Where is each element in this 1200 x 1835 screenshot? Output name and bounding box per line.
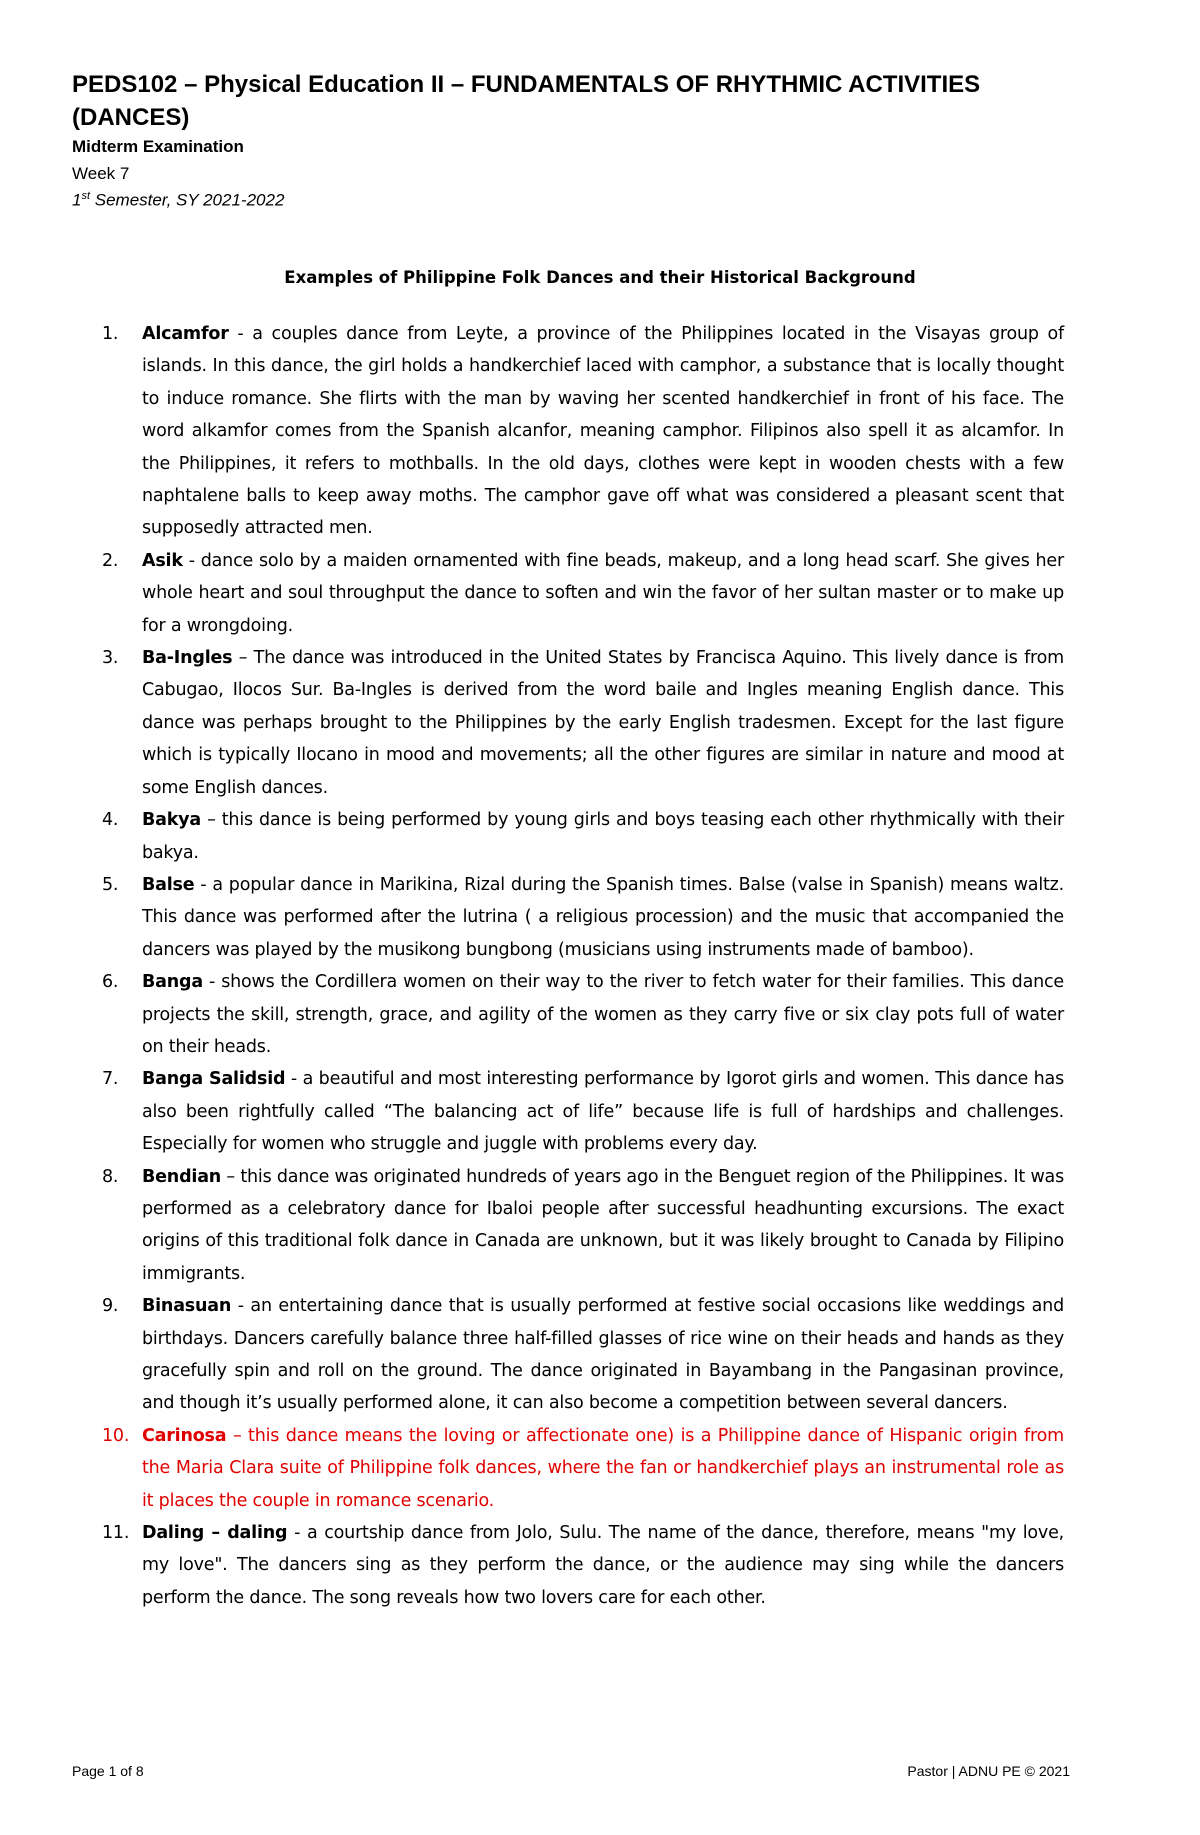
dance-item-bakya [98, 804, 1064, 869]
item-number: 6. [102, 972, 119, 993]
semester-text: Semester, SY 2021-2022 [90, 190, 285, 210]
dance-description: – this dance is being performed by young girls and boys teasing each other rhythmically with their bakya. [142, 810, 1064, 863]
dance-description: – this dance was originated hundreds of years ago in the Benguet region of the Philippines. It was performed as a celebratory dance for Ibaloi people after successful headhunting excursions. The exact origins of this traditional folk dance in Canada are unknown, but it was likely brought to Canada by Filipino immigrants. [142, 1166, 1064, 1284]
dance-name: Bakya [142, 810, 202, 831]
dance-name: Balse [142, 874, 195, 895]
dance-name: Binasuan [142, 1296, 232, 1317]
item-number: 7. [102, 1069, 119, 1090]
section-title: Examples of Philippine Folk Dances and their Historical Background [284, 268, 916, 287]
item-number: 3. [102, 648, 119, 669]
item-number: 9. [102, 1296, 119, 1317]
dance-description: – The dance was introduced in the United States by Francisca Aquino. This lively dance is from Cabugao, Ilocos Sur. Ba-Ingles is derived from the word baile and Ingles meaning English dance. This dance was perhaps brought to the Philippines by the early English tradesmen. Except for the last figure which is typically Ilocano in mood and movements; all the other figures are similar in nature and mood at some English dances. [142, 648, 1064, 798]
dance-item-balse [98, 869, 1064, 966]
dance-description: - a popular dance in Marikina, Rizal during the Spanish times. Balse (valse in Spanish) means waltz. This dance was performed after the lutrina ( a religious procession) and the music that accompanied the dancers was played by the musikong bungbong (musicians using instruments made of bamboo). [142, 874, 1064, 960]
dance-description: - dance solo by a maiden ornamented with fine beads, makeup, and a long head scarf. She gives her whole heart and soul throughput the dance to soften and win the favor of her sultan master or to make up for a wrongdoing. [142, 550, 1064, 636]
dance-item-alcamfor [98, 318, 1064, 545]
semester-number: 1 [72, 190, 82, 210]
dance-description: - a couples dance from Leyte, a province of the Philippines located in the Visayas group of islands. In this dance, the girl holds a handkerchief laced with camphor, a substance that is locally thought to induce romance. She flirts with the man by waving her scented handkerchief in front of his face. The word alkamfor comes from the Spanish alcanfor, meaning camphor. Filipinos also spell it as alcamfor. In the Philippines, it refers to mothballs. In the old days, clothes were kept in wooden chests with a few naphtalene balls to keep away moths. The camphor gave off what was considered a pleasant scent that supposedly attracted men. [142, 324, 1064, 539]
dance-item-banga [98, 966, 1064, 1063]
page-number: Page 1 of 8 [72, 1763, 144, 1779]
dance-item-bendian [98, 1161, 1064, 1291]
dance-name: Carinosa [142, 1425, 227, 1446]
semester-label [72, 190, 284, 211]
dance-name: Alcamfor [142, 324, 229, 344]
item-number: 11. [102, 1523, 130, 1544]
dance-description: - an entertaining dance that is usually performed at festive social occasions like weddings and birthdays. Dancers carefully balance three half-filled glasses of rice wine on their heads and hands as they gracefully spin and roll on the ground. The dance originated in Bayambang in the Pangasinan province, and though it’s usually performed alone, it can also become a competition between several dancers. [142, 1296, 1064, 1414]
dance-name: Ba-Ingles [142, 648, 233, 669]
week-label: Week 7 [72, 164, 130, 183]
dance-description: – this dance means the loving or affectionate one) is a Philippine dance of Hispanic origin from the Maria Clara suite of Philippine folk dances, where the fan or handkerchief plays an instrumental role as it places the couple in romance scenario. [142, 1425, 1064, 1511]
dance-item-banga-salidsid [98, 1063, 1064, 1160]
dance-description: - a courtship dance from Jolo, Sulu. The name of the dance, therefore, means "my love, my love". The dancers sing as they perform the dance, or the audience may sing while the dancers perform the dance. The song reveals how two lovers care for each other. [142, 1523, 1064, 1608]
dance-item-carinosa [98, 1420, 1064, 1517]
item-number: 10. [102, 1425, 130, 1446]
semester-ordinal: st [81, 190, 91, 202]
dance-item-asik [98, 545, 1064, 642]
exam-label: Midterm Examination [72, 137, 244, 156]
dance-list [98, 318, 1064, 1614]
course-title: PEDS102 – Physical Education II – FUNDAMENTALS OF RHYTHMIC ACTIVITIES (DANCES) [72, 71, 981, 131]
dance-name: Bendian [142, 1166, 222, 1187]
item-number: 4. [102, 810, 119, 831]
dance-item-ba-ingles [98, 642, 1064, 804]
item-number: 5. [102, 874, 119, 895]
item-number: 1. [102, 324, 119, 344]
item-number: 8. [102, 1166, 119, 1187]
dance-name: Banga Salidsid [142, 1069, 286, 1090]
dance-description: - a beautiful and most interesting performance by Igorot girls and women. This dance has also been rightfully called “The balancing act of life” because life is full of hardships and challenges. Especially for women who struggle and juggle with problems every day. [142, 1069, 1064, 1155]
dance-name: Banga [142, 972, 203, 993]
dance-item-daling-daling [98, 1517, 1064, 1614]
dance-name: Asik [142, 550, 183, 571]
dance-item-binasuan [98, 1290, 1064, 1420]
dance-name: Daling – daling [142, 1523, 288, 1544]
footer-credit: Pastor | ADNU PE © 2021 [907, 1763, 1070, 1779]
dance-description: - shows the Cordillera women on their way to the river to fetch water for their families. This dance projects the skill, strength, grace, and agility of the women as they carry five or six clay pots full of water on their heads. [142, 972, 1064, 1057]
item-number: 2. [102, 550, 119, 571]
